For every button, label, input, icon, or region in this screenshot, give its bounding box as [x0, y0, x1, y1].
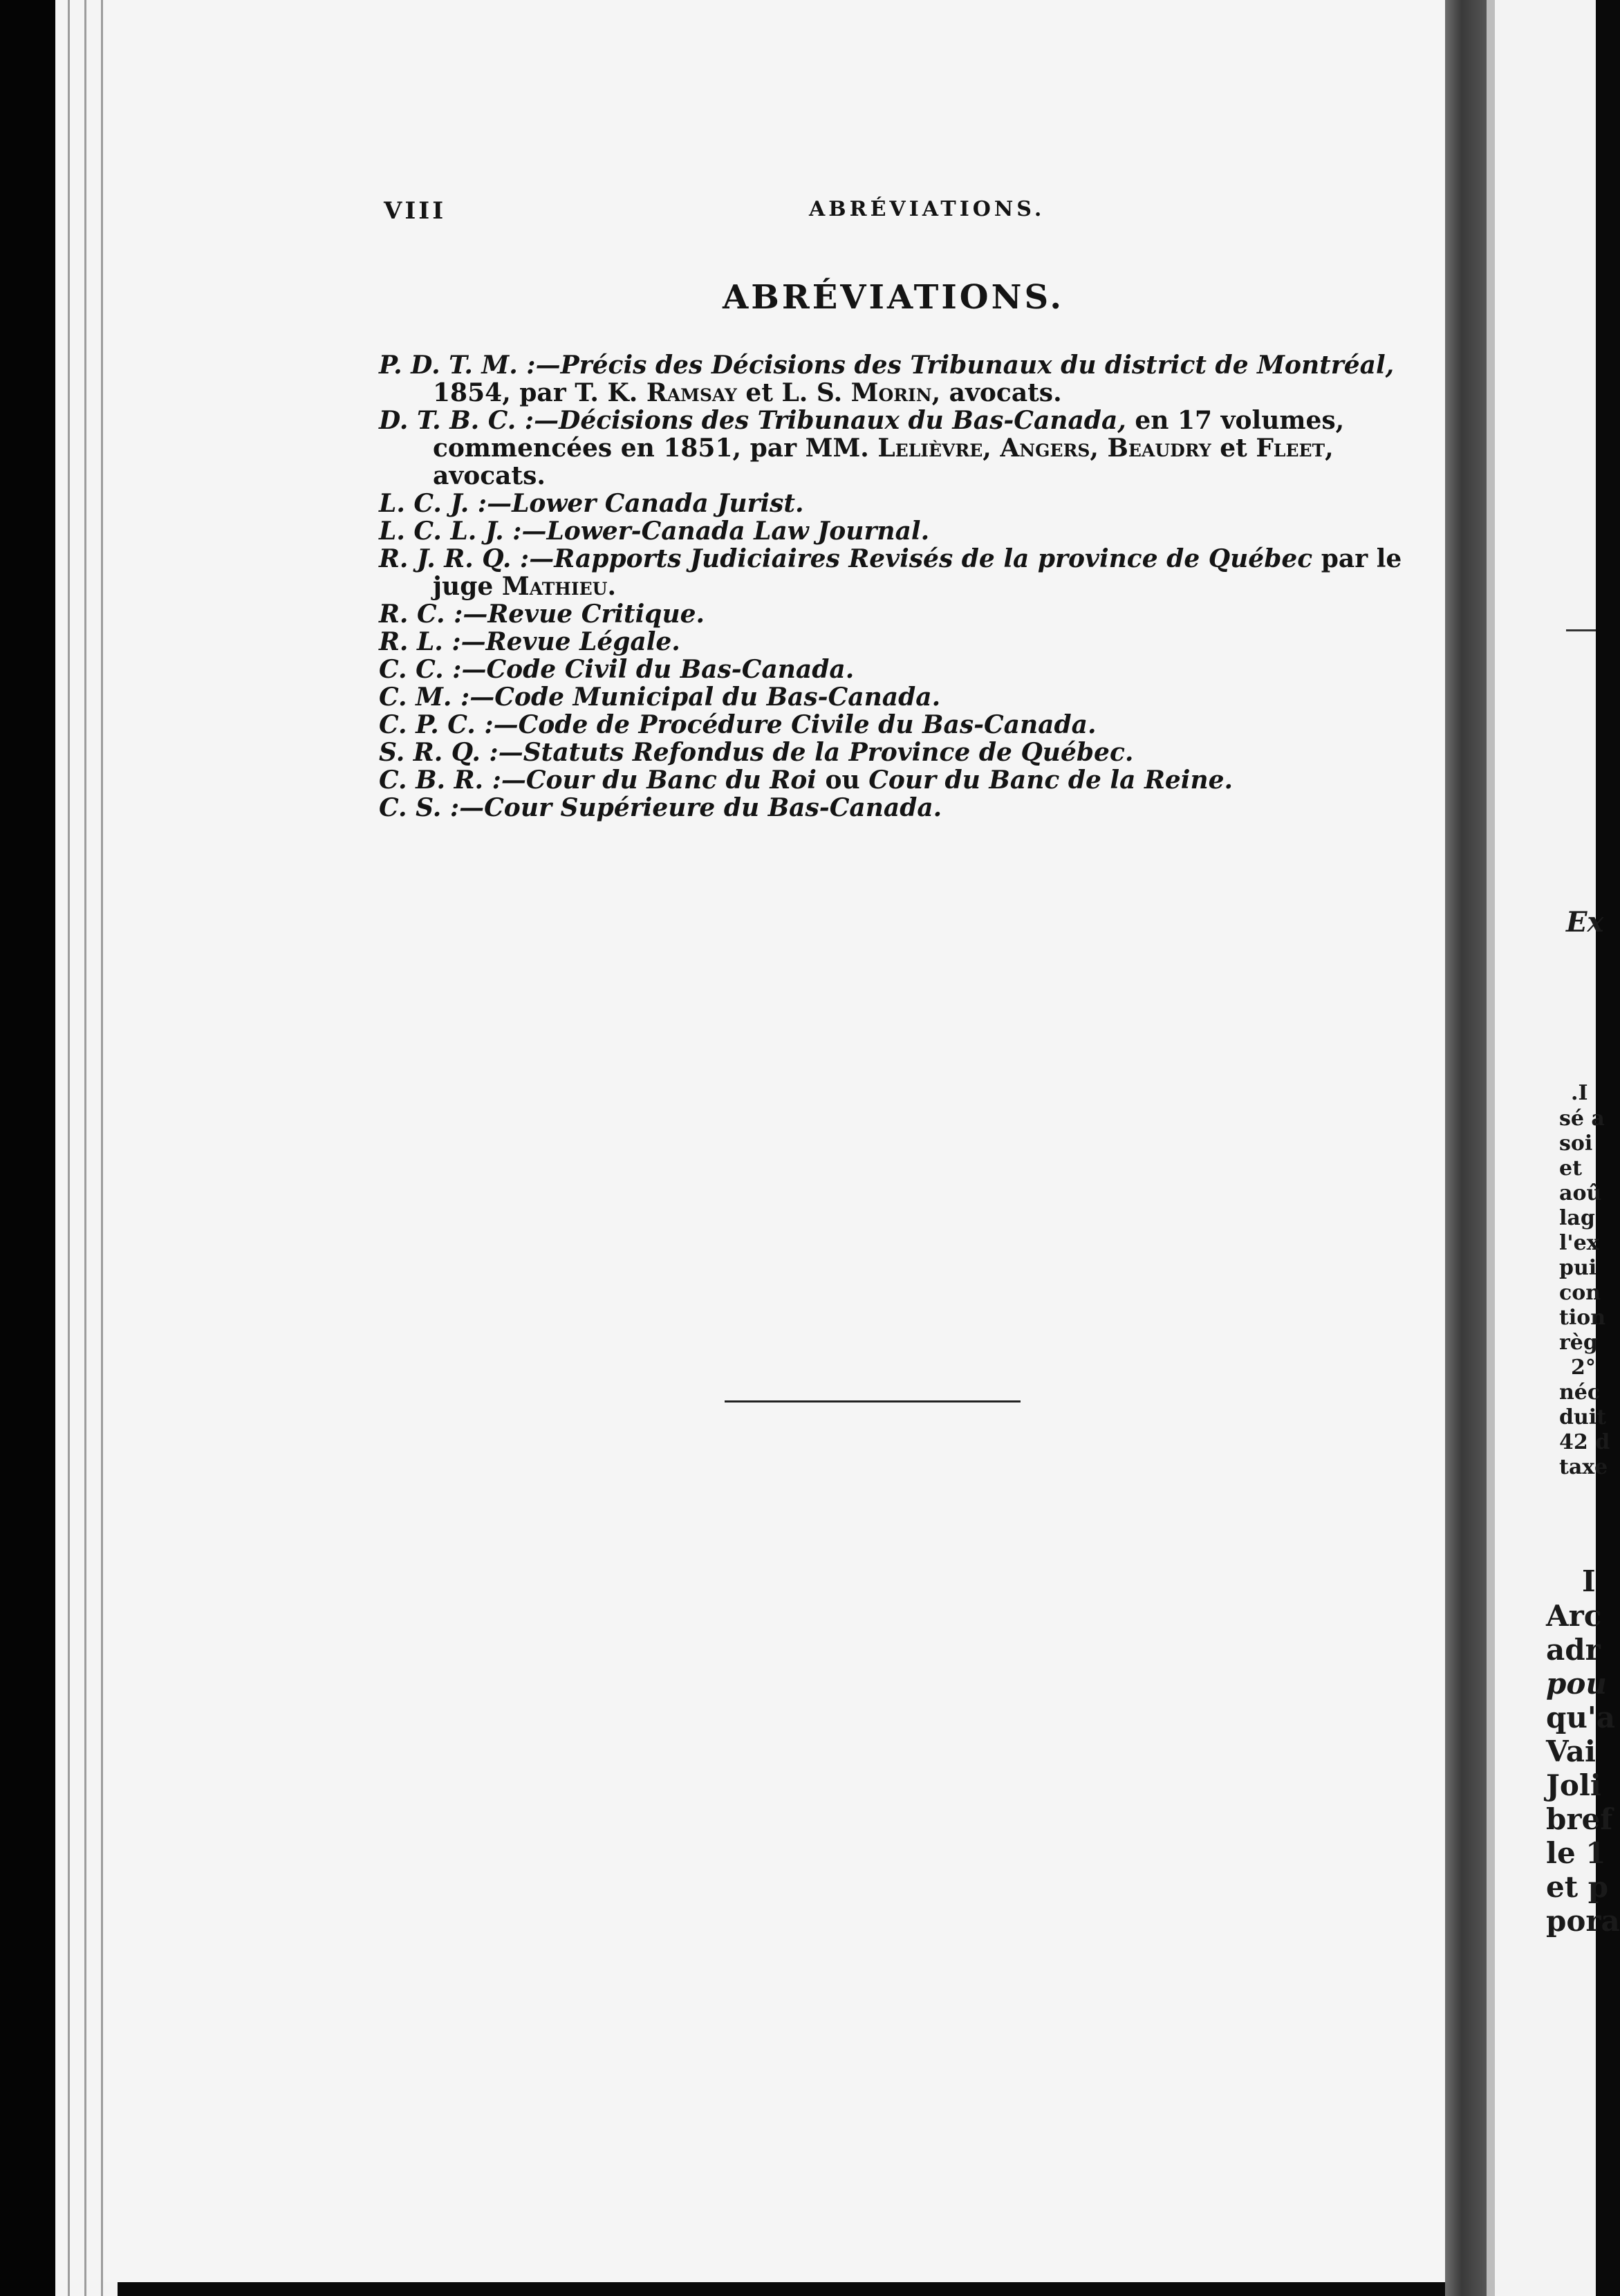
list-item	[379, 490, 1347, 517]
entry-abbr: C. C. :	[379, 655, 462, 684]
right-page-fragment: aoû	[1559, 1181, 1602, 1205]
author-name: Mathieu	[501, 572, 608, 601]
right-page-fragment: qu'a	[1546, 1701, 1615, 1734]
author-name: Beaudry	[1107, 434, 1211, 463]
entry-abbr: R. J. R. Q. :	[379, 544, 530, 573]
right-page-fragment: soi	[1559, 1131, 1593, 1156]
right-page-fragment: I	[1582, 1564, 1596, 1598]
right-page-fragment: 2°	[1571, 1355, 1596, 1380]
entry-desc: Cour du Banc de la Reine.	[868, 766, 1233, 795]
entry-abbr: P. D. T. M. :	[379, 351, 536, 380]
entry-continuation: et	[1211, 434, 1256, 463]
right-page-fragment: pou	[1546, 1667, 1607, 1701]
entry-desc: —Revue Critique.	[463, 600, 705, 629]
right-page-fragment: Vai	[1546, 1734, 1596, 1768]
entry-plain: par le	[1312, 544, 1402, 573]
page-edge-line	[84, 0, 86, 2296]
right-page-fragment: Arc	[1546, 1599, 1602, 1633]
entry-abbr: C. P. C. :	[379, 710, 494, 739]
page-number: VIII	[384, 197, 447, 225]
entry-desc: —Décisions des Tribunaux du Bas-Canada,	[534, 406, 1126, 435]
author-name: Angers	[1000, 434, 1090, 463]
right-page-fragment: pui	[1559, 1256, 1597, 1280]
right-page-fragment: taxe	[1559, 1455, 1608, 1479]
entry-abbr: L. C. J. :	[379, 489, 487, 518]
entry-desc: —Lower-Canada Law Journal.	[521, 517, 930, 546]
right-page-fragment: néc	[1559, 1380, 1601, 1405]
separator-rule	[725, 1400, 1021, 1402]
entry-continuation: , avocats.	[931, 378, 1062, 407]
entry-continuation: ,	[1090, 434, 1108, 463]
entry-desc: —Cour Supérieure du Bas-Canada.	[459, 793, 942, 822]
right-page-fragment: lag	[1559, 1206, 1595, 1230]
page-edge-line	[101, 0, 103, 2296]
entry-abbr: S. R. Q. :	[379, 738, 499, 767]
page-edge-line	[68, 0, 70, 2296]
scan-left-border	[0, 0, 55, 2296]
right-page-fragment: Joli	[1546, 1768, 1601, 1802]
book-spine-shadow	[1445, 0, 1487, 2296]
author-name: Ramsay	[646, 378, 737, 407]
list-item	[379, 544, 1402, 601]
entry-abbr: C. B. R. :	[379, 766, 501, 795]
right-page-fragment: bref	[1546, 1802, 1613, 1836]
right-page-fragment: pora	[1546, 1904, 1620, 1938]
entry-continuation: commencées en 1851, par MM.	[433, 434, 878, 463]
list-item	[379, 711, 1347, 739]
entry-desc: —Code de Procédure Civile du Bas-Canada.	[493, 710, 1097, 739]
list-item	[379, 407, 1347, 490]
list-item	[379, 517, 1347, 545]
right-page-fragment: Ex	[1566, 906, 1604, 938]
right-page-fragment: et p	[1546, 1870, 1609, 1904]
entry-plain: en 17 volumes,	[1126, 406, 1345, 435]
author-name: Lelièvre	[877, 434, 983, 463]
list-item	[379, 794, 1347, 822]
entry-continuation: ,	[1325, 434, 1334, 463]
right-page-fragment: adr	[1546, 1633, 1601, 1667]
list-item	[379, 628, 1347, 656]
right-page-fragment: 42 d	[1559, 1430, 1610, 1454]
entry-abbr: C. M. :	[379, 683, 470, 712]
right-page-fragment: le 1	[1546, 1836, 1606, 1870]
entry-abbr: L. C. L. J. :	[379, 517, 522, 546]
entry-continuation: .	[607, 572, 617, 601]
page-title: ABRÉVIATIONS.	[723, 278, 1065, 317]
list-item	[379, 656, 1347, 683]
list-item	[379, 351, 1395, 407]
entry-abbr: R. C. :	[379, 600, 463, 629]
right-page-fragment: règ	[1559, 1331, 1598, 1355]
list-item	[379, 683, 1347, 711]
entry-abbr: R. L. :	[379, 627, 461, 656]
right-page-fragment: tion	[1559, 1306, 1606, 1330]
right-page-fragment: et	[1559, 1156, 1582, 1181]
entry-desc: —Précis des Décisions des Tribunaux du district de Montréal,	[535, 351, 1395, 380]
right-page-fragment: sé a	[1559, 1107, 1605, 1131]
author-name: Morin	[850, 378, 932, 407]
entry-desc: —Revue Légale.	[460, 627, 680, 656]
author-name: Fleet	[1256, 434, 1325, 463]
list-item	[379, 766, 1347, 794]
entry-continuation: et L. S.	[736, 378, 851, 407]
list-item	[379, 600, 1347, 628]
entry-abbr: D. T. B. C. :	[379, 406, 534, 435]
entry-desc: —Code Municipal du Bas-Canada.	[469, 683, 941, 712]
running-title: ABRÉVIATIONS.	[809, 197, 1045, 221]
right-page-fragment: con	[1559, 1281, 1601, 1305]
right-page-fragment: duit	[1559, 1405, 1607, 1429]
entry-continuation: juge	[433, 572, 502, 601]
entry-desc: —Statuts Refondus de la Province de Québec.	[498, 738, 1134, 767]
entry-desc: —Cour du Banc du Roi	[501, 766, 817, 795]
book-spine-edge	[1487, 0, 1495, 2296]
abbreviation-list	[379, 351, 1402, 822]
left-page	[104, 0, 1445, 2282]
list-item	[379, 739, 1347, 766]
entry-abbr: C. S. :	[379, 793, 460, 822]
entry-plain: ou	[816, 766, 869, 795]
entry-desc: —Code Civil du Bas-Canada.	[461, 655, 855, 684]
entry-continuation: ,	[983, 434, 1000, 463]
right-page-fragment: l'ex	[1559, 1231, 1599, 1255]
entry-continuation: avocats.	[433, 461, 546, 490]
right-page-rule	[1566, 629, 1596, 631]
entry-continuation: 1854, par T. K.	[433, 378, 646, 407]
right-page-fragment: .I	[1571, 1081, 1588, 1105]
entry-desc: —Rapports Judiciaires Revisés de la province de Québec	[529, 544, 1313, 573]
entry-desc: —Lower Canada Jurist.	[487, 489, 804, 518]
